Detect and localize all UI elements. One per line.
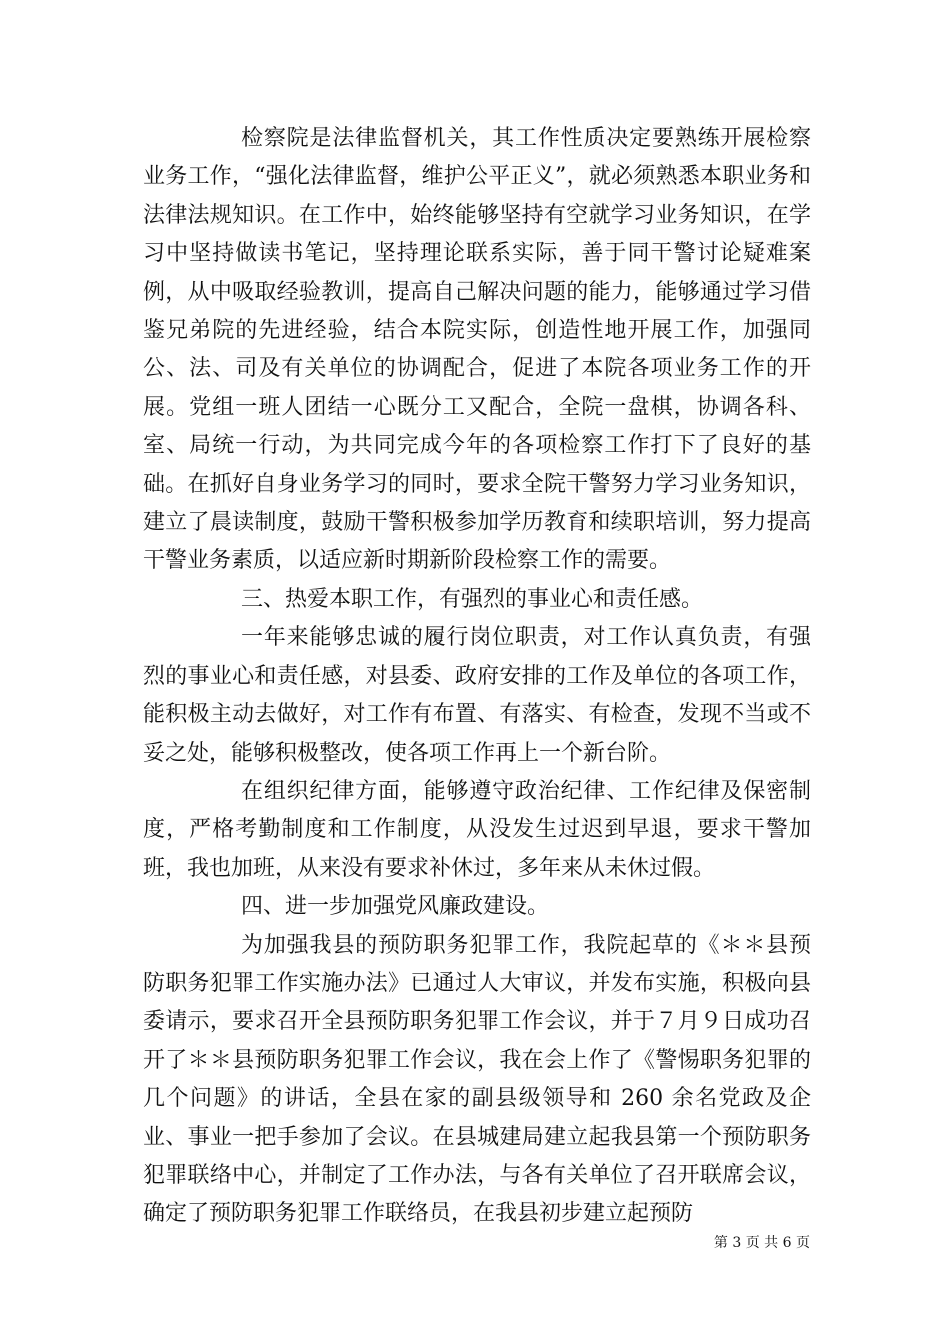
document-body [143,120,811,1234]
paragraph-supervision: 检察院是法律监督机关，其工作性质决定要熟练开展检察业务工作，“强化法律监督，维护公平正义”，就必须熟悉本职业务和法律法规知识。在工作中，始终能够坚持有空就学习业务知识，在学习中坚持做读书笔记，坚持理论联系实际，善于同干警讨论疑难案例，从中吸取经验教训，提高自己解决问题的能力，能够通过学习借鉴兄弟院的先进经验，结合本院实际，创造性地开展工作，加强同公、法、司及有关单位的协调配合，促进了本院各项业务工作的开展。党组一班人团结一心既分工又配合，全院一盘棋，协调各科、室、局统一行动，为共同完成今年的各项检察工作打下了良好的基础。在抓好自身业务学习的同时，要求全院干警努力学习业务知识，建立了晨读制度，鼓励干警积极参加学历教育和续职培训，努力提高干警业务素质，以适应新时期新阶段检察工作的需要。 [143,126,811,574]
section-heading-3: 三、热爱本职工作，有强烈的事业心和责任感。 [241,586,704,612]
page-number: 第 3 页 共 6 页 [713,1235,810,1251]
paragraph-discipline: 在组织纪律方面，能够遵守政治纪律、工作纪律及保密制度，严格考勤制度和工作制度，从没发生过迟到早退，要求干警加班，我也加班，从来没有要求补休过，多年来从未休过假。 [143,778,811,881]
section-heading-4: 四、进一步加强党风廉政建设。 [241,894,550,920]
paragraph-prevention: 为加强我县的预防职务犯罪工作，我院起草的《＊＊县预防职务犯罪工作实施办法》已通过人大审议，并发布实施，积极向县委请示，要求召开全县预防职务犯罪工作会议，并于７月９日成功召开了＊＊县预防职务犯罪工作会议，我在会上作了《警惕职务犯罪的几个问题》的讲话，全县在家的副县级领导和 260 余名党政及企业、事业一把手参加了会议。在县城建局建立起我县第一个预防职务犯罪联络中心，并制定了工作办法，与各有关单位了召开联席会议，确定了预防职务犯罪工作联络员，在我县初步建立起预防 [143,932,811,1227]
paragraph-duty: 一年来能够忠诚的履行岗位职责，对工作认真负责，有强烈的事业心和责任感，对县委、政府安排的工作及单位的各项工作，能积极主动去做好，对工作有布置、有落实、有检查，发现不当或不妥之处，能够积极整改，使各项工作再上一个新台阶。 [143,625,811,766]
